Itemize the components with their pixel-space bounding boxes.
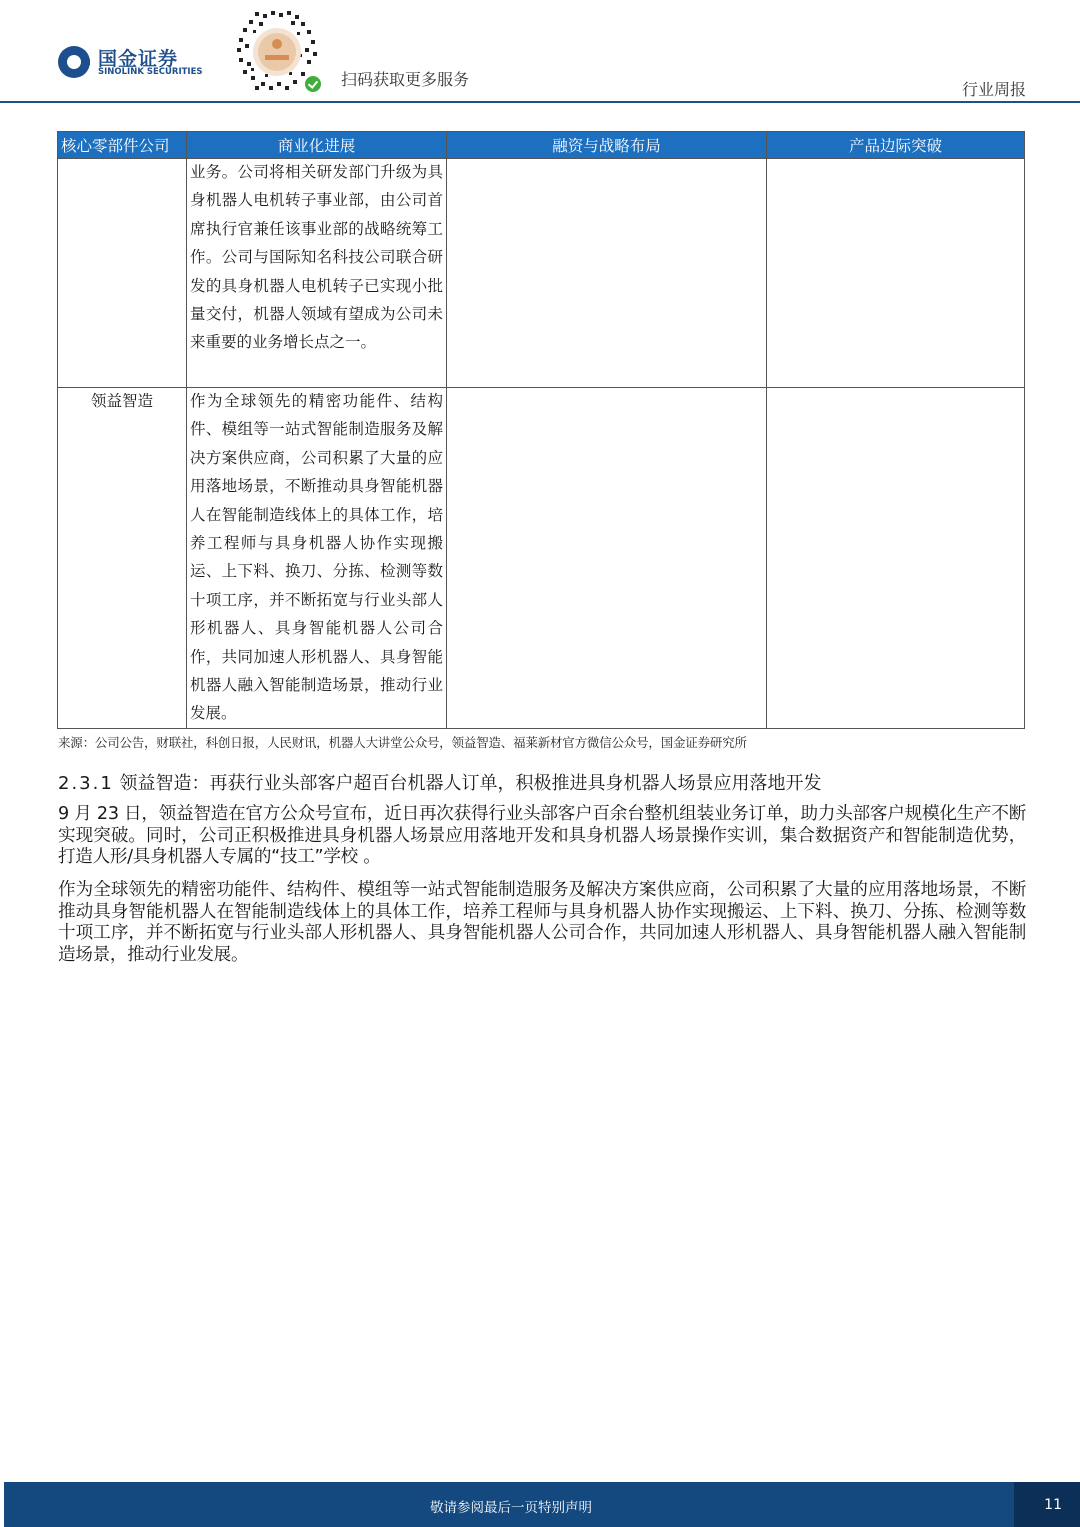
page-number-box [1014,1482,1080,1527]
header-divider [0,101,1080,103]
qr-code-icon [235,10,319,94]
table-row [58,388,1025,729]
header-core-component-company: 核心零部件公司 [58,132,187,159]
page-footer [4,1482,1080,1527]
logo-english-name: SINOLINK SECURITIES [98,67,203,77]
header-product-breakthrough: 产品边际突破 [767,132,1025,159]
company-logo [58,44,218,80]
component-companies-table [57,131,1025,729]
footer-disclaimer: 敬请参阅最后一页特别声明 [430,1500,592,1516]
page-number: 11 [1044,1497,1062,1513]
table-header-row [58,132,1025,159]
logo-chinese-name: 国金证券 [98,48,179,70]
company-cell: 领益智造 [58,388,187,729]
progress-cell: 业务。公司将相关研发部门升级为具身机器人电机转子事业部，由公司首席执行官兼任该事业部的战略统筹工作。公司与国际知名科技公司联合研发的具身机器人电机转子已实现小批量交付，机器人领域有望成为公司未来重要的业务增长点之一。 [187,159,447,388]
financing-cell [447,388,767,729]
scan-for-services-text: 扫码获取更多服务 [341,70,470,89]
progress-cell: 作为全球领先的精密功能件、结构件、模组等一站式智能制造服务及解决方案供应商，公司积累了大量的应用落地场景，不断推动具身智能机器人在智能制造线体上的具体工作，培养工程师与具身机器人协作实现搬运、上下料、换刀、分拣、检测等数十项工序，并不断拓宽与行业头部人形机器人、具身智能机器人公司合作，共同加速人形机器人、具身智能机器人融入智能制造场景，推动行业发展。 [187,388,447,729]
table-source-note: 来源：公司公告，财联社，科创日报，人民财讯，机器人大讲堂公众号，领益智造、福莱新材官方微信公众号，国金证券研究所 [58,735,747,750]
section-heading [58,769,822,795]
financing-cell [447,159,767,388]
section-title-text: 领益智造：再获行业头部客户超百台机器人订单，积极推进具身机器人场景应用落地开发 [119,773,822,794]
report-type-label: 行业周报 [962,80,1027,99]
sinolink-logo-icon [58,46,90,78]
section-number: 2.3.1 [58,773,114,794]
table-row [58,159,1025,388]
wechat-mini-program-icon [305,76,321,92]
company-cell [58,159,187,388]
header-commercial-progress: 商业化进展 [187,132,447,159]
body-paragraph: 9 月 23 日，领益智造在官方公众号宣布，近日再次获得行业头部客户百余台整机组装业务订单，助力头部客户规模化生产不断实现突破。同时，公司正积极推进具身机器人场景应用落地开发和具身机器人场景操作实训，集合数据资产和智能制造优势，打造人形/具身机器人专属的“技工”学校 。 [58,804,1026,867]
header-financing-strategy: 融资与战略布局 [447,132,767,159]
body-paragraph: 作为全球领先的精密功能件、结构件、模组等一站式智能制造服务及解决方案供应商，公司积累了大量的应用落地场景，不断推动具身智能机器人在智能制造线体上的具体工作，培养工程师与具身机器人协作实现搬运、上下料、换刀、分拣、检测等数十项工序，并不断拓宽与行业头部人形机器人、具身智能机器人公司合作，共同加速人形机器人、具身智能机器人融入智能制造场景，推动行业发展。 [58,880,1026,965]
breakthrough-cell [767,388,1025,729]
breakthrough-cell [767,159,1025,388]
